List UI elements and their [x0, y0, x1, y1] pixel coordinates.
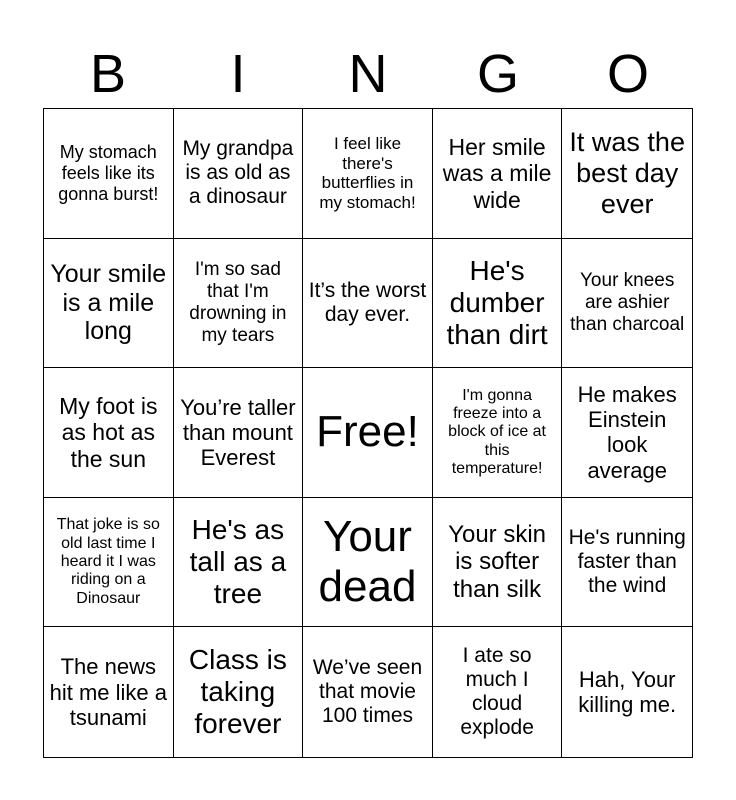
header-letter-n: N	[348, 44, 388, 104]
bingo-cell[interactable]: That joke is so old last time I heard it I was riding on a Dinosaur	[44, 498, 174, 628]
header-letter-i: I	[230, 44, 246, 104]
bingo-cell[interactable]: The news hit me like a tsunami	[44, 627, 174, 757]
bingo-cell[interactable]: It was the best day ever	[562, 109, 692, 239]
bingo-cell[interactable]: I ate so much I cloud explode	[433, 627, 563, 757]
bingo-cell[interactable]: I feel like there's butterflies in my stomach!	[303, 109, 433, 239]
bingo-cell[interactable]: Your skin is softer than silk	[433, 498, 563, 628]
bingo-cell[interactable]: I'm so sad that I'm drowning in my tears	[174, 239, 304, 369]
bingo-cell[interactable]: My grandpa is as old as a dinosaur	[174, 109, 304, 239]
bingo-cell[interactable]: Her smile was a mile wide	[433, 109, 563, 239]
header-letter-o: O	[606, 44, 649, 104]
bingo-cell[interactable]: It’s the worst day ever.	[303, 239, 433, 369]
bingo-cell[interactable]: My foot is as hot as the sun	[44, 368, 174, 498]
bingo-cell[interactable]: Your dead	[303, 498, 433, 628]
bingo-cell[interactable]: He makes Einstein look average	[562, 368, 692, 498]
bingo-cell[interactable]: He's as tall as a tree	[174, 498, 304, 628]
bingo-cell[interactable]: Your knees are ashier than charcoal	[562, 239, 692, 369]
bingo-cell[interactable]: He's dumber than dirt	[433, 239, 563, 369]
header-letter-g: G	[476, 44, 519, 104]
header-letter-b: B	[89, 44, 127, 104]
bingo-cell[interactable]: Your smile is a mile long	[44, 239, 174, 369]
bingo-cell[interactable]: He's running faster than the wind	[562, 498, 692, 628]
bingo-header	[43, 40, 693, 108]
bingo-cell[interactable]: Hah, Your killing me.	[578, 666, 677, 718]
bingo-cell[interactable]: My stomach feels like its gonna burst!	[44, 109, 174, 239]
bingo-cell[interactable]: You’re taller than mount Everest	[174, 368, 304, 498]
bingo-cell[interactable]: I'm gonna freeze into a block of ice at this temperature!	[433, 368, 563, 498]
free-space-cell[interactable]: Free!	[303, 368, 433, 498]
bingo-board	[43, 108, 693, 758]
bingo-cell[interactable]: Class is taking forever	[174, 627, 304, 757]
bingo-cell[interactable]: We’ve seen that movie 100 times	[303, 627, 433, 757]
